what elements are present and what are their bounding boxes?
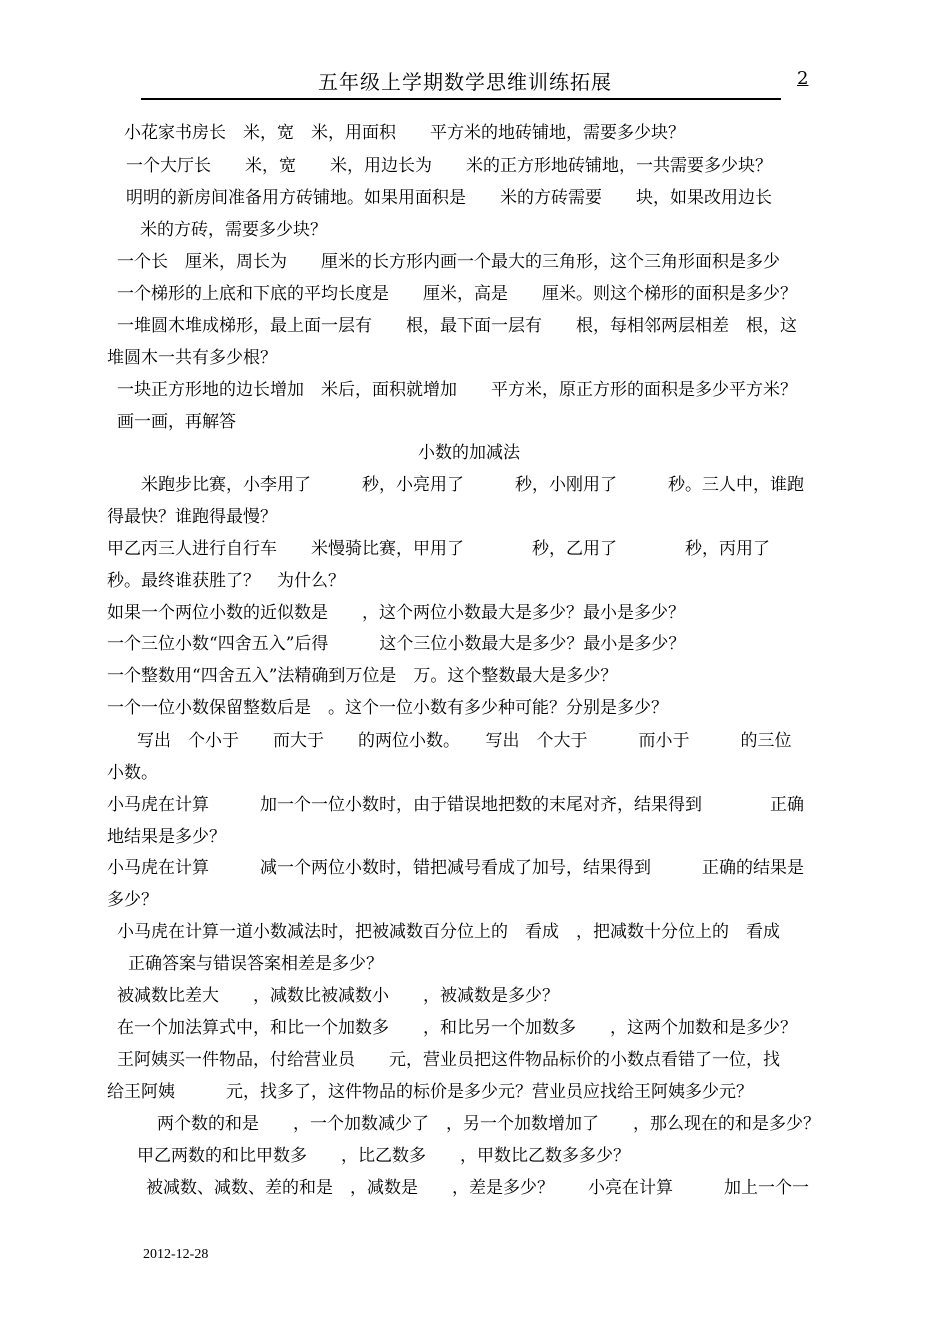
text-line: 甲乙丙三人进行自行车 米慢骑比赛，甲用了 秒，乙用了 秒，丙用了 bbox=[107, 539, 770, 559]
text-line: 如果一个两位小数的近似数是 ，这个两位小数最大是多少？最小是多少？ bbox=[107, 603, 685, 623]
text-line: 被减数比差大 ，减数比被减数小 ，被减数是多少？ bbox=[117, 986, 559, 1006]
text-line: 一个大厅长 米，宽 米，用边长为 米的正方形地砖铺地，一共需要多少块？ bbox=[126, 156, 772, 176]
header-rule bbox=[141, 98, 781, 100]
footer-date: 2012-12-28 bbox=[143, 1247, 209, 1262]
text-line: 秒。最终谁获胜了？ 为什么？ bbox=[107, 571, 345, 591]
text-line: 小花家书房长 米，宽 米，用面积 平方米的地砖铺地，需要多少块？ bbox=[124, 123, 685, 143]
text-line: 小马虎在计算 减一个两位小数时，错把减号看成了加号，结果得到 正确的结果是 bbox=[107, 858, 804, 878]
text-line: 给王阿姨 元，找多了，这件物品的标价是多少元？营业员应找给王阿姨多少元？ bbox=[107, 1082, 753, 1102]
text-line: 一个一位小数保留整数后是 。这个一位小数有多少种可能？分别是多少？ bbox=[107, 698, 668, 718]
text-line: 一堆圆木堆成梯形，最上面一层有 根，最下面一层有 根，每相邻两层相差 根，这 bbox=[117, 316, 797, 336]
text-line: 多少？ bbox=[107, 890, 158, 910]
header-title: 五年级上学期数学思维训练拓展 bbox=[318, 70, 612, 94]
text-line: 得最快？谁跑得最慢？ bbox=[107, 507, 277, 527]
text-line: 画一画，再解答 bbox=[117, 412, 236, 432]
text-line: 甲乙两数的和比甲数多 ，比乙数多 ，甲数比乙数多多少？ bbox=[137, 1146, 630, 1166]
text-line: 米的方砖，需要多少块？ bbox=[140, 220, 327, 240]
page-number: 2 bbox=[797, 68, 809, 89]
text-line: 正确答案与错误答案相差是多少？ bbox=[128, 954, 383, 974]
text-line: 小数。 bbox=[107, 763, 158, 783]
text-line: 一个梯形的上底和下底的平均长度是 厘米，高是 厘米。则这个梯形的面积是多少？ bbox=[117, 284, 797, 304]
text-line: 明明的新房间准备用方砖铺地。如果用面积是 米的方砖需要 块，如果改用边长 bbox=[126, 188, 772, 208]
text-line: 被减数、减数、差的和是 ，减数是 ，差是多少？ 小亮在计算 加上一个一 bbox=[146, 1178, 809, 1198]
text-line: 小马虎在计算一道小数减法时，把被减数百分位上的 看成 ，把减数十分位上的 看成 bbox=[117, 922, 780, 942]
text-line: 一个长 厘米，周长为 厘米的长方形内画一个最大的三角形，这个三角形面积是多少 bbox=[117, 252, 780, 272]
text-line: 米跑步比赛，小李用了 秒，小亮用了 秒，小刚用了 秒。三人中，谁跑 bbox=[141, 475, 804, 495]
text-line: 两个数的和是 ，一个加数减少了 ，另一个加数增加了 ，那么现在的和是多少？ bbox=[157, 1114, 820, 1134]
text-line: 地结果是多少？ bbox=[107, 827, 226, 847]
text-line: 王阿姨买一件物品，付给营业员 元，营业员把这件物品标价的小数点看错了一位，找 bbox=[117, 1050, 780, 1070]
text-line: 在一个加法算式中，和比一个加数多 ，和比另一个加数多 ，这两个加数和是多少？ bbox=[117, 1018, 797, 1038]
text-line: 一个三位小数“四舍五入”后得 这个三位小数最大是多少？最小是多少？ bbox=[107, 634, 686, 654]
text-line: 一块正方形地的边长增加 米后，面积就增加 平方米，原正方形的面积是多少平方米？ bbox=[117, 380, 797, 400]
text-line: 写出 个小于 而大于 的两位小数。 写出 个大于 而小于 的三位 bbox=[137, 731, 792, 751]
text-line: 堆圆木一共有多少根？ bbox=[107, 348, 277, 368]
text-line: 小马虎在计算 加一个一位小数时，由于错误地把数的末尾对齐，结果得到 正确 bbox=[107, 795, 804, 815]
section-heading: 小数的加减法 bbox=[418, 443, 520, 463]
text-line: 一个整数用“四舍五入”法精确到万位是 万。这个整数最大是多少？ bbox=[107, 666, 618, 686]
